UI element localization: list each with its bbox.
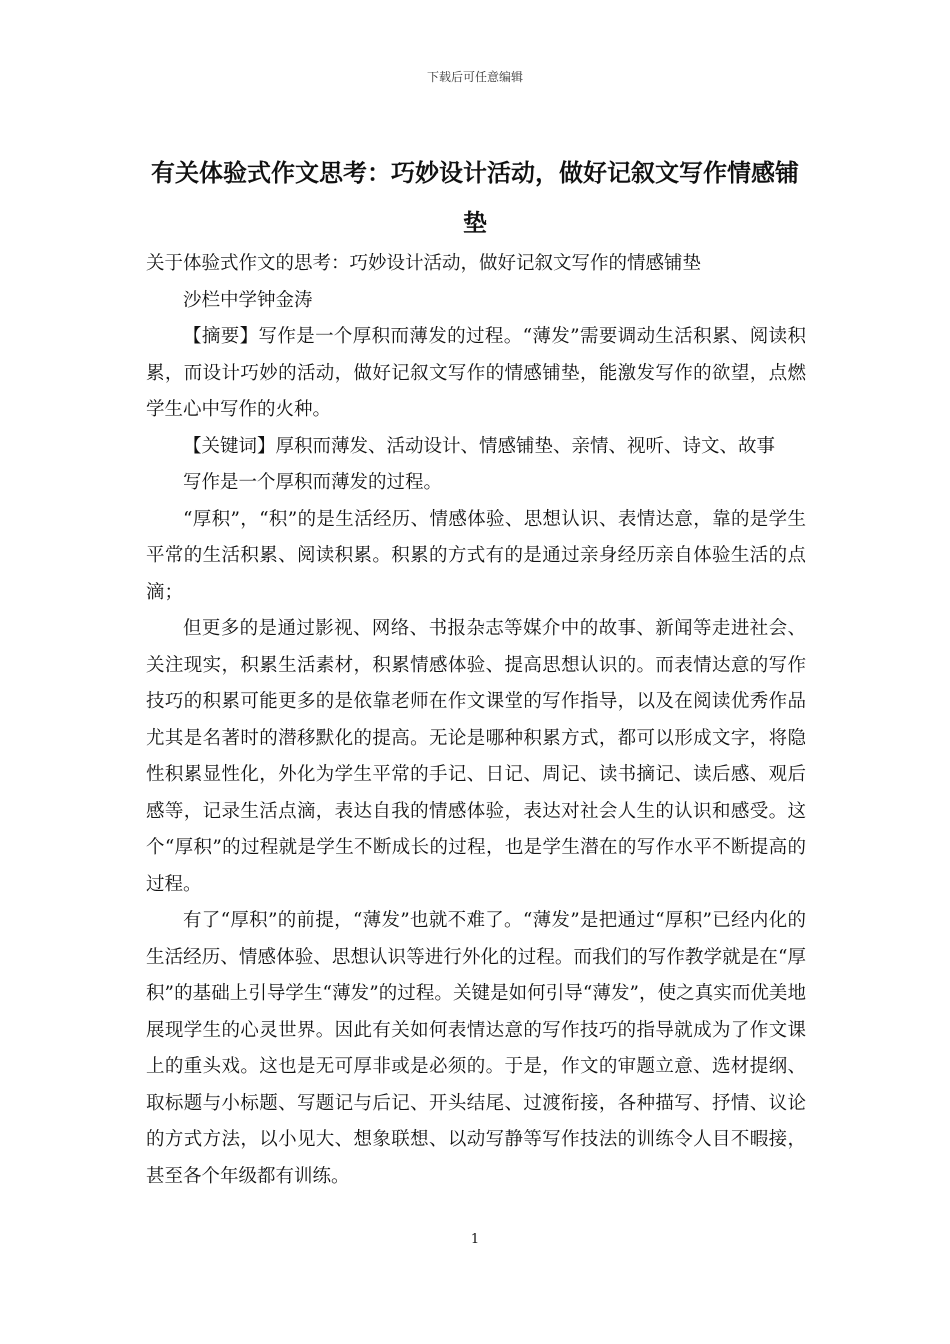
document-title: 有关体验式作文思考：巧妙设计活动，做好记叙文写作情感铺垫 bbox=[151, 158, 799, 237]
abstract-paragraph: 【摘要】写作是一个厚积而薄发的过程。“薄发”需要调动生活积累、阅读积累，而设计巧妙的活动，做好记叙文写作的情感铺垫，能激发写作的欲望，点燃学生心中写作的火种。 bbox=[146, 326, 806, 420]
body-paragraph: 写作是一个厚积而薄发的过程。 bbox=[183, 472, 443, 493]
page-number: 1 bbox=[470, 1232, 480, 1247]
page-header-note: 下载后可任意编辑 bbox=[426, 70, 523, 84]
subtitle-line: 关于体验式作文的思考：巧妙设计活动，做好记叙文写作的情感铺垫 bbox=[146, 253, 702, 274]
body-paragraph: “厚积”，“积”的是生活经历、情感体验、思想认识、表情达意，靠的是学生平常的生活积累、阅读积累。积累的方式有的是通过亲身经历亲自体验生活的点滴； bbox=[146, 508, 806, 603]
document-body bbox=[146, 246, 806, 1195]
body-paragraph: 但更多的是通过影视、网络、书报杂志等媒介中的故事、新闻等走进社会、关注现实，积累生活素材，积累情感体验、提高思想认识的。而表情达意的写作技巧的积累可能更多的是依靠老师在作文课堂的写作指导，以及在阅读优秀作品尤其是名著时的潜移默化的提高。无论是哪种积累方式，都可以形成文字，将隐性积累显性化，外化为学生平常的手记、日记、周记、读书摘记、读后感、观后感等，记录生活点滴，表达自我的情感体验，表达对社会人生的认识和感受。这个“厚积”的过程就是学生不断成长的过程，也是学生潜在的写作水平不断提高的过程。 bbox=[146, 618, 806, 895]
body-paragraph: 有了“厚积”的前提，“薄发”也就不难了。“薄发”是把通过“厚积”已经内化的生活经历、情感体验、思想认识等进行外化的过程。而我们的写作教学就是在“厚积”的基础上引导学生“薄发”的过程。关键是如何引导“薄发”，使之真实而优美地展现学生的心灵世界。因此有关如何表情达意的写作技巧的指导就成为了作文课上的重头戏。这也是无可厚非或是必须的。于是，作文的审题立意、选材提纲、取标题与小标题、写题记与后记、开头结尾、过渡衔接，各种描写、抒情、议论的方式方法，以小见大、想象联想、以动写静等写作技法的训练令人目不暇接，甚至各个年级都有训练。 bbox=[146, 910, 806, 1187]
author-line: 沙栏中学钟金涛 bbox=[183, 289, 313, 311]
keywords-paragraph: 【关键词】厚积而薄发、活动设计、情感铺垫、亲情、视听、诗文、故事 bbox=[183, 435, 776, 457]
